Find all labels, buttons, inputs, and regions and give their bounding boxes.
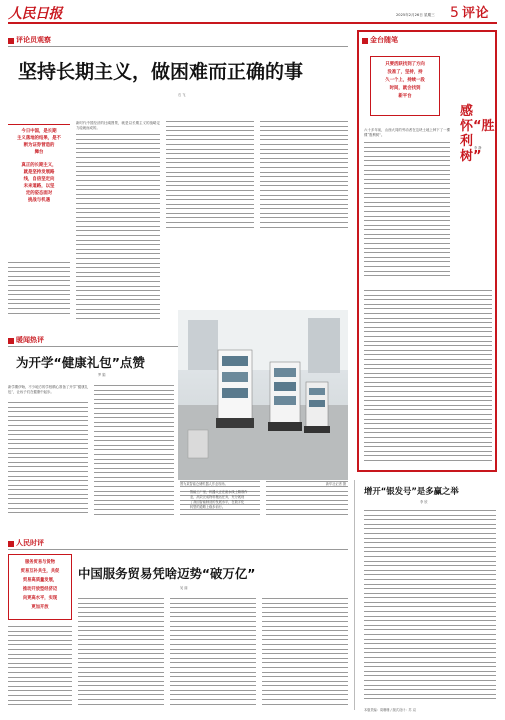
page-number: 5 bbox=[450, 5, 459, 21]
top-article-title: 坚持长期主义，做困难而正确的事 bbox=[18, 61, 304, 83]
people-quote-line-3: 贸易高质量发展， bbox=[22, 578, 58, 583]
top-tag-rule bbox=[8, 46, 348, 47]
top-summary-box bbox=[8, 128, 70, 250]
people-col-4 bbox=[262, 598, 348, 710]
caption-credit: 新华社记者 摄 bbox=[325, 482, 346, 486]
side-note-line-4: 转型的道路上稳步前行。 bbox=[190, 505, 226, 509]
top-article-lead: 新时代中国经济的壮阔图景，就是以长期主义的战略定力绘就而成的。 bbox=[76, 121, 160, 130]
masthead-rule bbox=[8, 22, 497, 24]
commentary-author: 李 静 bbox=[474, 146, 482, 150]
summary-rule-top bbox=[8, 124, 70, 125]
summary2-line-1: 真正的长期主义， bbox=[21, 163, 57, 168]
pullquote-line-1: 只要活跃找到了方向 bbox=[385, 62, 425, 67]
column-divider bbox=[354, 480, 355, 710]
robot-illustration bbox=[178, 310, 348, 480]
side-note-line-3: 了我国智能制造的发展水平，在数字化 bbox=[190, 500, 245, 504]
health-article-lead: 新学期伊始，不少地方的学校精心准备了开学“健康礼包”，让孩子们在健康中起步。 bbox=[8, 385, 88, 394]
people-quote-line-4: 推动开放型经济迈 bbox=[22, 587, 58, 592]
masthead-date bbox=[396, 13, 435, 18]
people-quote-line-6: 更加开放 bbox=[31, 605, 49, 610]
pullquote-line-4: 时间，就会找到 bbox=[389, 86, 421, 91]
tag-marker-icon bbox=[8, 541, 14, 547]
summary-line-1: 今日中国，是长期 bbox=[21, 129, 57, 134]
people-col-2 bbox=[78, 598, 164, 710]
commentary-col-lower bbox=[364, 290, 492, 466]
commentary-title: 感怀“胜利树” bbox=[460, 104, 495, 164]
people-col-1 bbox=[8, 626, 72, 710]
silver-train-author: 李 欣 bbox=[420, 500, 428, 504]
silver-train-body bbox=[364, 510, 496, 704]
people-article-title: 中国服务贸易凭啥迈势“破万亿” bbox=[78, 566, 256, 581]
top-article-col-3 bbox=[166, 121, 254, 233]
photo-side-note bbox=[190, 490, 340, 510]
health-col-2 bbox=[94, 385, 174, 520]
health-article-title: 为开学“健康礼包”点赞 bbox=[16, 355, 145, 370]
top-article-col-2 bbox=[76, 134, 160, 324]
pullquote-line-3: 久一个上，持续一段 bbox=[385, 78, 425, 83]
side-note-line-2: 业，高效完成物料搬运任务，充分展现 bbox=[190, 495, 245, 499]
warehouse-robot-photo bbox=[178, 310, 348, 480]
weekday-text: 星期三 bbox=[423, 13, 435, 17]
top-article-col-4 bbox=[260, 121, 348, 233]
summary2-line-4: 未来道路，以坚 bbox=[23, 184, 55, 189]
summary2-line-2: 就是坚持发展路 bbox=[23, 170, 55, 175]
top-article-body bbox=[8, 262, 70, 322]
summary-line-4: 舞台 bbox=[34, 150, 44, 155]
summary2-line-3: 线，自信坚定向 bbox=[23, 177, 55, 182]
summary-line-2: 主义落地的结果，是不 bbox=[17, 136, 61, 141]
people-tag bbox=[8, 539, 44, 548]
health-tag-label: 暖闻热评 bbox=[16, 336, 44, 344]
top-article-author: 石 飞 bbox=[178, 93, 186, 97]
pullquote-line-2: 没准了，坚持，持 bbox=[387, 70, 423, 75]
caption-text: 图为某智能仓储机器人作业现场。 bbox=[180, 482, 228, 486]
people-pullquote bbox=[8, 554, 72, 620]
summary2-line-5: 定的姿态面对 bbox=[25, 191, 53, 196]
masthead-logo: 人民日报 bbox=[8, 6, 62, 22]
commentary-lead: 六十多年前，山西大同的劳动者在这块土地上种下了一棵棵“胜利树”。 bbox=[364, 128, 450, 137]
tag-marker-icon bbox=[8, 38, 14, 44]
people-quote-line-2: 贸易互补共生，共促 bbox=[20, 569, 60, 574]
summary-line-3: 断为证券营造的 bbox=[23, 143, 55, 148]
tag-marker-icon bbox=[362, 38, 368, 44]
date-text: 2025年2月26日 bbox=[396, 13, 423, 17]
health-article-author: 罗 娟 bbox=[98, 373, 106, 377]
people-article-author: 吴 丽 bbox=[180, 586, 188, 590]
health-tag bbox=[8, 336, 44, 345]
people-quote-line-5: 向更高水平，实现 bbox=[22, 596, 58, 601]
tag-marker-icon bbox=[8, 338, 14, 344]
people-quote-line-1: 服务贸易与货物 bbox=[24, 560, 56, 565]
commentary-tag-label: 金台随笔 bbox=[370, 36, 398, 44]
footer-note: 本版责编：周珊珊 / 版式设计：苏 双 bbox=[364, 708, 416, 712]
people-tag-rule bbox=[8, 549, 348, 550]
silver-train-title: 增开“银发号”是多赢之举 bbox=[364, 486, 459, 496]
commentary-tag bbox=[362, 36, 398, 45]
summary2-line-6: 挑战与机遇 bbox=[28, 198, 50, 203]
side-note-line-1: 智能工厂里，机器人正在流水线上精准作 bbox=[190, 490, 248, 494]
commentary-pullquote bbox=[370, 56, 440, 116]
people-tag-label: 人民时评 bbox=[16, 539, 44, 547]
top-article-tag bbox=[8, 36, 51, 45]
photo-caption bbox=[180, 482, 346, 487]
section-name: 评论 bbox=[462, 6, 490, 21]
people-col-3 bbox=[170, 598, 256, 710]
pullquote-line-5: 新平台 bbox=[398, 94, 412, 99]
health-col-1 bbox=[8, 402, 88, 520]
commentary-col-upper bbox=[364, 142, 450, 282]
top-tag-label: 评论员观察 bbox=[16, 36, 51, 44]
